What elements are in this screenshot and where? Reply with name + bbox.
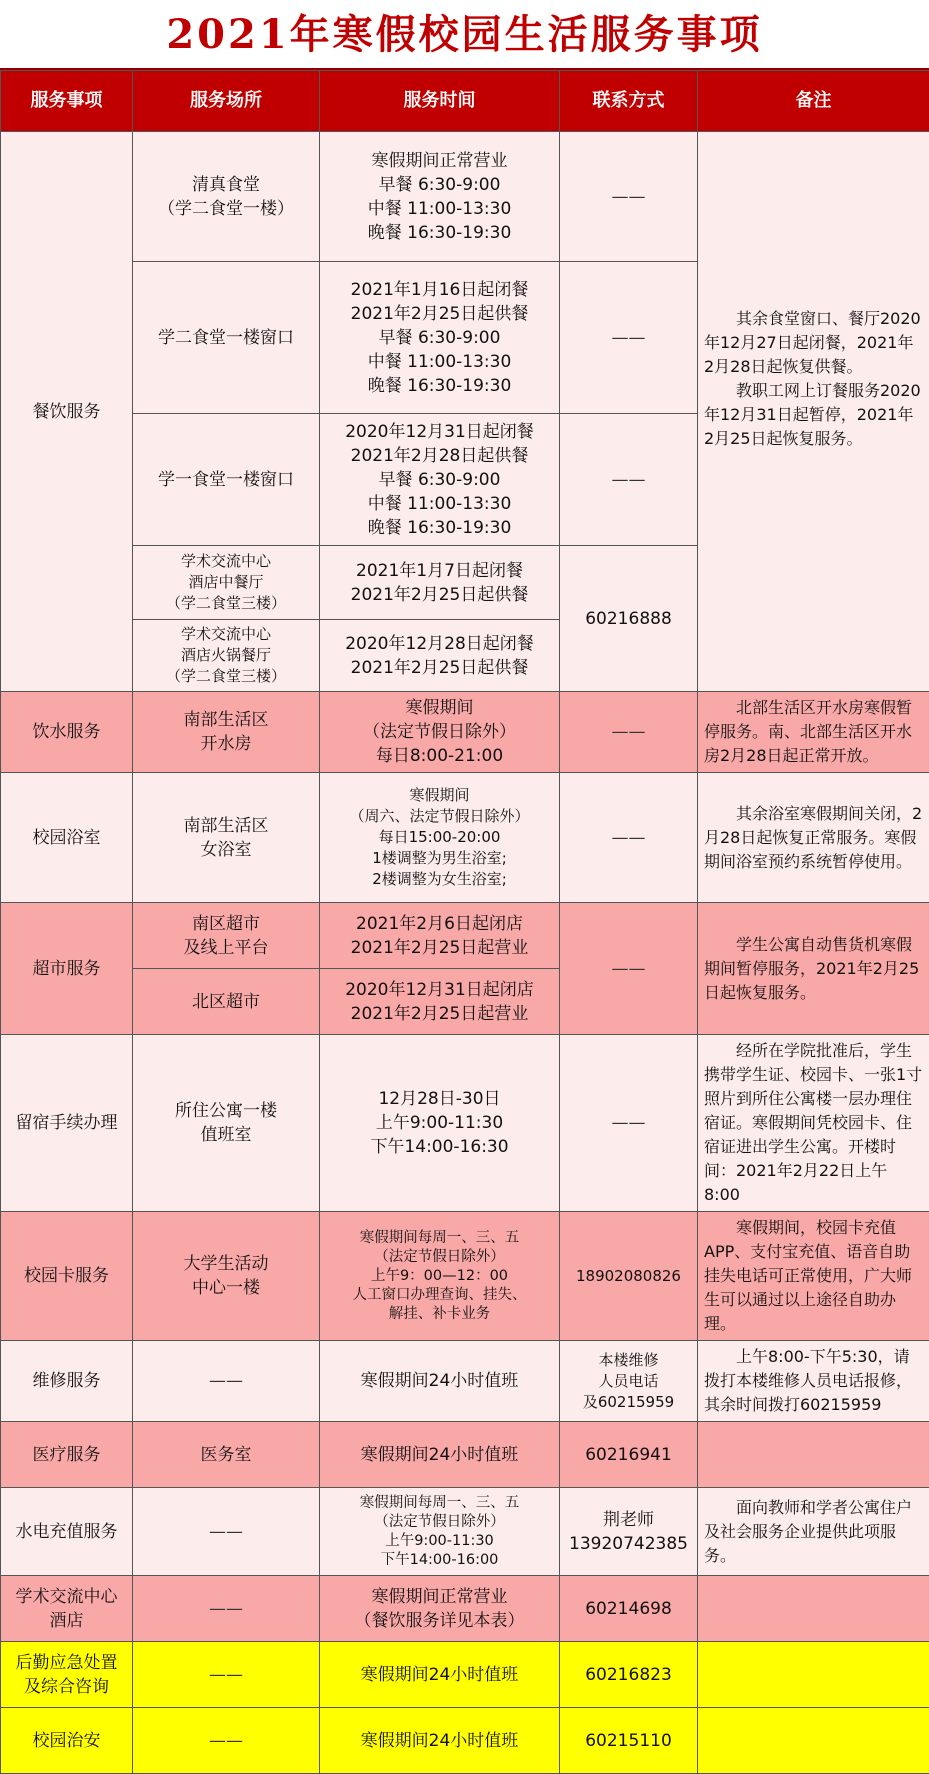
time-market-north: 2020年12月31日起闭店 2021年2月25日起营业 xyxy=(320,969,560,1035)
contact-hotel-dining: 60216888 xyxy=(560,546,698,692)
contact-xueer: —— xyxy=(560,262,698,414)
contact-market: —— xyxy=(560,903,698,1035)
time-huoguo: 2020年12月28日起闭餐 2021年2月25日起供餐 xyxy=(320,620,560,692)
table-row xyxy=(1,773,929,903)
page-title: 2021年寒假校园生活服务事项 xyxy=(0,0,929,70)
category-emergency: 后勤应急处置 及综合咨询 xyxy=(1,1642,133,1708)
category-card: 校园卡服务 xyxy=(1,1212,133,1341)
contact-water: —— xyxy=(560,692,698,773)
remark-water: 北部生活区开水房寒假暂停服务。南、北部生活区开水房2月28日起正常开放。 xyxy=(698,692,929,773)
remark-emergency xyxy=(698,1642,929,1708)
place-emergency: —— xyxy=(133,1642,320,1708)
header-place: 服务场所 xyxy=(133,71,320,132)
header-contact: 联系方式 xyxy=(560,71,698,132)
remark-medical xyxy=(698,1422,929,1488)
category-medical: 医疗服务 xyxy=(1,1422,133,1488)
time-medical: 寒假期间24小时值班 xyxy=(320,1422,560,1488)
table-row xyxy=(1,1576,929,1642)
remark-market: 学生公寓自动售货机寒假期间暂停服务，2021年2月25日起恢复服务。 xyxy=(698,903,929,1035)
table-row xyxy=(1,1341,929,1422)
remark-dining: 其余食堂窗口、餐厅2020年12月27日起闭餐，2021年2月28日起恢复供餐。 教职工网上订餐服务2020年12月31日起暂停，2021年2月25日起恢复服务。 xyxy=(698,132,929,692)
place-xueyi: 学一食堂一楼窗口 xyxy=(133,414,320,546)
category-market: 超市服务 xyxy=(1,903,133,1035)
table-row xyxy=(1,1642,929,1708)
place-xueer: 学二食堂一楼窗口 xyxy=(133,262,320,414)
place-medical: 医务室 xyxy=(133,1422,320,1488)
remark-stay: 经所在学院批准后，学生携带学生证、校园卡、一张1寸照片到所住公寓楼一层办理住宿证。寒假期间凭校园卡、住宿证进出学生公寓。开楼时间：2021年2月22日上午8:00 xyxy=(698,1035,929,1212)
category-stay: 留宿手续办理 xyxy=(1,1035,133,1212)
category-hotel: 学术交流中心 酒店 xyxy=(1,1576,133,1642)
table-row xyxy=(1,1422,929,1488)
table-row xyxy=(1,1708,929,1774)
table-row xyxy=(1,1212,929,1341)
place-market-north: 北区超市 xyxy=(133,969,320,1035)
remark-bath: 其余浴室寒假期间关闭，2月28日起恢复正常服务。寒假期间浴室预约系统暂停使用。 xyxy=(698,773,929,903)
remark-repair: 上午8:00-下午5:30，请拨打本楼维修人员电话报修，其余时间拨打60215959 xyxy=(698,1341,929,1422)
table-row xyxy=(1,1035,929,1212)
remark-card: 寒假期间，校园卡充值APP、支付宝充值、语音自助挂失电话可正常使用，广大师生可以通过以上途径自助办理。 xyxy=(698,1212,929,1341)
place-water: 南部生活区 开水房 xyxy=(133,692,320,773)
time-water: 寒假期间 （法定节假日除外） 每日8:00-21:00 xyxy=(320,692,560,773)
contact-xueyi: —— xyxy=(560,414,698,546)
time-qingzhen: 寒假期间正常营业 早餐 6:30-9:00 中餐 11:00-13:30 晚餐 16:30-19:30 xyxy=(320,132,560,262)
place-qingzhen: 清真食堂 （学二食堂一楼） xyxy=(133,132,320,262)
place-repair: —— xyxy=(133,1341,320,1422)
place-stay: 所住公寓一楼 值班室 xyxy=(133,1035,320,1212)
remark-security xyxy=(698,1708,929,1774)
contact-bath: —— xyxy=(560,773,698,903)
contact-utility: 荆老师 13920742385 xyxy=(560,1488,698,1576)
time-stay: 12月28日-30日 上午9:00-11:30 下午14:00-16:30 xyxy=(320,1035,560,1212)
category-dining: 餐饮服务 xyxy=(1,132,133,692)
place-huoguo: 学术交流中心 酒店火锅餐厅 （学二食堂三楼） xyxy=(133,620,320,692)
contact-card: 18902080826 xyxy=(560,1212,698,1341)
contact-qingzhen: —— xyxy=(560,132,698,262)
place-zhongcan: 学术交流中心 酒店中餐厅 （学二食堂三楼） xyxy=(133,546,320,620)
table-row xyxy=(1,903,929,969)
remark-hotel xyxy=(698,1576,929,1642)
time-market-south: 2021年2月6日起闭店 2021年2月25日起营业 xyxy=(320,903,560,969)
time-zhongcan: 2021年1月7日起闭餐 2021年2月25日起供餐 xyxy=(320,546,560,620)
place-card: 大学生活动 中心一楼 xyxy=(133,1212,320,1341)
service-table xyxy=(0,70,929,1774)
place-bath: 南部生活区 女浴室 xyxy=(133,773,320,903)
header-service: 服务事项 xyxy=(1,71,133,132)
time-emergency: 寒假期间24小时值班 xyxy=(320,1642,560,1708)
time-card: 寒假期间每周一、三、五 （法定节假日除外） 上午9：00—12：00 人工窗口办理查询、挂失、 解挂、补卡业务 xyxy=(320,1212,560,1341)
contact-hotel: 60214698 xyxy=(560,1576,698,1642)
table-header-row xyxy=(1,71,929,132)
time-utility: 寒假期间每周一、三、五 （法定节假日除外） 上午9:00-11:30 下午14:00-16:00 xyxy=(320,1488,560,1576)
contact-stay: —— xyxy=(560,1035,698,1212)
header-time: 服务时间 xyxy=(320,71,560,132)
contact-medical: 60216941 xyxy=(560,1422,698,1488)
place-utility: —— xyxy=(133,1488,320,1576)
contact-security: 60215110 xyxy=(560,1708,698,1774)
header-remark: 备注 xyxy=(698,71,929,132)
contact-repair: 本楼维修 人员电话 及60215959 xyxy=(560,1341,698,1422)
time-hotel: 寒假期间正常营业 （餐饮服务详见本表） xyxy=(320,1576,560,1642)
place-market-south: 南区超市 及线上平台 xyxy=(133,903,320,969)
place-hotel: —— xyxy=(133,1576,320,1642)
table-row xyxy=(1,692,929,773)
table-row xyxy=(1,132,929,262)
place-security: —— xyxy=(133,1708,320,1774)
category-repair: 维修服务 xyxy=(1,1341,133,1422)
time-security: 寒假期间24小时值班 xyxy=(320,1708,560,1774)
time-bath: 寒假期间 （周六、法定节假日除外） 每日15:00-20:00 1楼调整为男生浴室; 2楼调整为女生浴室; xyxy=(320,773,560,903)
category-security: 校园治安 xyxy=(1,1708,133,1774)
category-water: 饮水服务 xyxy=(1,692,133,773)
remark-utility: 面向教师和学者公寓住户及社会服务企业提供此项服务。 xyxy=(698,1488,929,1576)
table-row xyxy=(1,1488,929,1576)
category-utility: 水电充值服务 xyxy=(1,1488,133,1576)
category-bath: 校园浴室 xyxy=(1,773,133,903)
time-repair: 寒假期间24小时值班 xyxy=(320,1341,560,1422)
contact-emergency: 60216823 xyxy=(560,1642,698,1708)
time-xueyi: 2020年12月31日起闭餐 2021年2月28日起供餐 早餐 6:30-9:00 中餐 11:00-13:30 晚餐 16:30-19:30 xyxy=(320,414,560,546)
time-xueer: 2021年1月16日起闭餐 2021年2月25日起供餐 早餐 6:30-9:00 中餐 11:00-13:30 晚餐 16:30-19:30 xyxy=(320,262,560,414)
